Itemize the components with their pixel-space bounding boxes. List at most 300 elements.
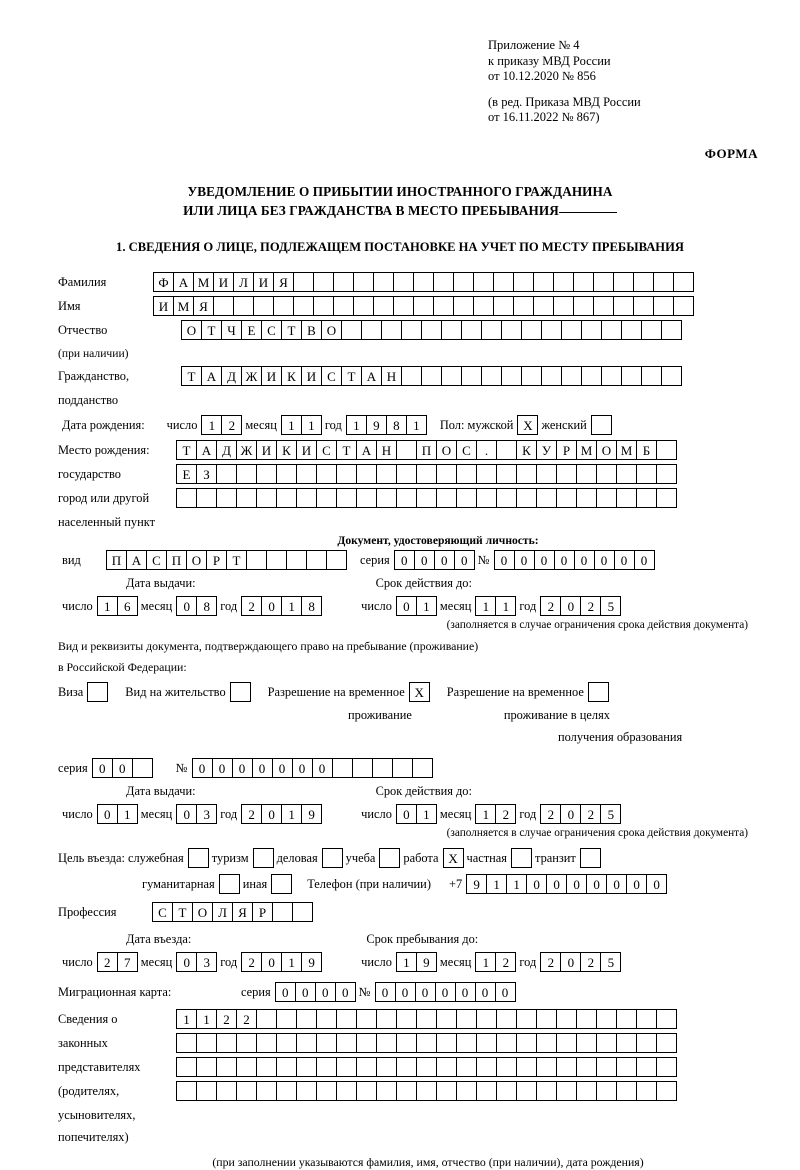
char-cell[interactable] [641,320,662,340]
char-cell[interactable] [356,1081,377,1101]
char-cell[interactable] [621,320,642,340]
char-cell[interactable] [416,488,437,508]
char-cell[interactable] [656,464,677,484]
char-cell[interactable] [256,1081,277,1101]
char-cell[interactable]: Х [409,682,430,702]
char-cell[interactable] [332,758,353,778]
char-cell[interactable] [556,1009,577,1029]
char-cell[interactable]: 0 [292,758,313,778]
char-cell[interactable]: 0 [112,758,133,778]
char-cell[interactable]: И [261,366,282,386]
char-cell[interactable] [253,296,274,316]
char-cell[interactable] [556,488,577,508]
char-cell[interactable]: Т [336,440,357,460]
char-cell[interactable]: 0 [295,982,316,1002]
char-cell[interactable] [236,1033,257,1053]
char-cell[interactable] [596,488,617,508]
profession-input[interactable] [152,902,312,922]
char-cell[interactable] [396,440,417,460]
char-cell[interactable]: 0 [97,804,118,824]
char-cell[interactable] [513,272,534,292]
char-cell[interactable]: А [361,366,382,386]
char-cell[interactable]: 1 [97,596,118,616]
char-cell[interactable] [536,1033,557,1053]
char-cell[interactable]: 0 [586,874,607,894]
char-cell[interactable]: 5 [600,952,621,972]
char-cell[interactable] [456,1009,477,1029]
char-cell[interactable]: Е [176,464,197,484]
char-cell[interactable]: Е [241,320,262,340]
char-cell[interactable] [593,296,614,316]
stay-number-input[interactable] [192,758,432,778]
char-cell[interactable]: 2 [241,952,262,972]
char-cell[interactable] [656,440,677,460]
char-cell[interactable]: М [173,296,194,316]
char-cell[interactable] [296,1081,317,1101]
char-cell[interactable]: И [213,272,234,292]
char-cell[interactable]: Т [226,550,247,570]
char-cell[interactable] [393,296,414,316]
char-cell[interactable] [296,464,317,484]
phone-input[interactable] [466,874,666,894]
char-cell[interactable]: К [276,440,297,460]
char-cell[interactable] [436,1033,457,1053]
char-cell[interactable] [596,1057,617,1077]
char-cell[interactable] [656,1057,677,1077]
char-cell[interactable] [516,1057,537,1077]
sex-male-checkbox[interactable] [517,415,537,435]
char-cell[interactable]: Р [206,550,227,570]
char-cell[interactable] [416,1009,437,1029]
char-cell[interactable] [376,1057,397,1077]
char-cell[interactable] [296,1057,317,1077]
char-cell[interactable] [316,1009,337,1029]
char-cell[interactable] [580,848,601,868]
char-cell[interactable] [456,464,477,484]
doc-number-input[interactable] [494,550,654,570]
char-cell[interactable]: 9 [416,952,437,972]
edu-residence-checkbox[interactable] [588,682,608,702]
char-cell[interactable] [401,366,422,386]
char-cell[interactable] [493,296,514,316]
birth-city-input[interactable] [176,464,676,484]
char-cell[interactable]: Т [201,320,222,340]
char-cell[interactable] [353,272,374,292]
char-cell[interactable] [336,1081,357,1101]
char-cell[interactable]: 1 [495,596,516,616]
char-cell[interactable] [176,1057,197,1077]
char-cell[interactable]: 0 [275,982,296,1002]
char-cell[interactable] [356,488,377,508]
birth-state-input[interactable] [176,440,676,460]
doc-issue-month-input[interactable] [176,596,216,616]
char-cell[interactable] [496,440,517,460]
char-cell[interactable] [296,1033,317,1053]
char-cell[interactable] [573,296,594,316]
char-cell[interactable]: 0 [514,550,535,570]
char-cell[interactable] [256,1009,277,1029]
purpose-study-checkbox[interactable] [379,848,399,868]
char-cell[interactable] [596,1081,617,1101]
char-cell[interactable] [476,1033,497,1053]
migration-series-input[interactable] [275,982,355,1002]
char-cell[interactable] [376,488,397,508]
char-cell[interactable]: 1 [196,1009,217,1029]
char-cell[interactable]: 0 [646,874,667,894]
char-cell[interactable]: 0 [546,874,567,894]
char-cell[interactable]: А [196,440,217,460]
char-cell[interactable] [533,296,554,316]
char-cell[interactable]: О [436,440,457,460]
char-cell[interactable] [521,366,542,386]
char-cell[interactable] [176,1033,197,1053]
char-cell[interactable] [516,464,537,484]
char-cell[interactable]: З [196,464,217,484]
char-cell[interactable]: 0 [560,804,581,824]
char-cell[interactable] [613,296,634,316]
char-cell[interactable] [633,296,654,316]
sex-female-checkbox[interactable] [591,415,611,435]
char-cell[interactable] [521,320,542,340]
char-cell[interactable] [276,1081,297,1101]
char-cell[interactable]: Д [221,366,242,386]
char-cell[interactable]: П [106,550,127,570]
char-cell[interactable] [306,550,327,570]
char-cell[interactable]: А [126,550,147,570]
char-cell[interactable]: 2 [236,1009,257,1029]
char-cell[interactable] [276,1009,297,1029]
birth-day-input[interactable] [201,415,241,435]
char-cell[interactable] [336,1033,357,1053]
char-cell[interactable]: 0 [414,550,435,570]
char-cell[interactable]: 1 [486,874,507,894]
char-cell[interactable] [256,464,277,484]
stay-until-day-input[interactable] [396,952,436,972]
char-cell[interactable]: О [596,440,617,460]
char-cell[interactable]: И [296,440,317,460]
char-cell[interactable] [536,1057,557,1077]
char-cell[interactable]: 2 [580,596,601,616]
char-cell[interactable]: А [356,440,377,460]
char-cell[interactable]: 1 [475,804,496,824]
purpose-other-checkbox[interactable] [271,874,291,894]
char-cell[interactable] [553,296,574,316]
char-cell[interactable]: 2 [540,804,561,824]
char-cell[interactable] [536,1009,557,1029]
char-cell[interactable]: 0 [394,550,415,570]
char-cell[interactable] [271,874,292,894]
char-cell[interactable] [216,1057,237,1077]
name-input[interactable] [153,296,693,316]
char-cell[interactable] [256,1057,277,1077]
char-cell[interactable] [536,464,557,484]
char-cell[interactable] [541,366,562,386]
char-cell[interactable] [393,272,414,292]
char-cell[interactable] [541,320,562,340]
char-cell[interactable]: 0 [606,874,627,894]
char-cell[interactable]: 9 [301,952,322,972]
char-cell[interactable] [456,1033,477,1053]
char-cell[interactable] [188,848,209,868]
char-cell[interactable] [556,1057,577,1077]
char-cell[interactable]: 7 [117,952,138,972]
char-cell[interactable] [496,464,517,484]
char-cell[interactable]: 0 [212,758,233,778]
char-cell[interactable] [272,902,293,922]
char-cell[interactable]: 0 [335,982,356,1002]
char-cell[interactable]: В [301,320,322,340]
char-cell[interactable]: Я [232,902,253,922]
char-cell[interactable] [516,1081,537,1101]
birth-month-input[interactable] [281,415,321,435]
char-cell[interactable]: 2 [580,804,601,824]
migration-number-input[interactable] [375,982,515,1002]
purpose-work-checkbox[interactable] [443,848,463,868]
char-cell[interactable]: 3 [196,804,217,824]
char-cell[interactable]: 2 [495,952,516,972]
char-cell[interactable] [576,1081,597,1101]
char-cell[interactable] [601,366,622,386]
char-cell[interactable]: 0 [494,550,515,570]
char-cell[interactable]: . [476,440,497,460]
char-cell[interactable] [641,366,662,386]
char-cell[interactable] [396,1009,417,1029]
char-cell[interactable] [461,320,482,340]
char-cell[interactable] [372,758,393,778]
char-cell[interactable]: 6 [117,596,138,616]
doc-valid-day-input[interactable] [396,596,436,616]
char-cell[interactable] [576,1033,597,1053]
char-cell[interactable]: А [173,272,194,292]
char-cell[interactable] [441,366,462,386]
char-cell[interactable]: 5 [600,804,621,824]
char-cell[interactable]: 3 [196,952,217,972]
char-cell[interactable] [396,1057,417,1077]
char-cell[interactable]: К [516,440,537,460]
char-cell[interactable] [276,488,297,508]
char-cell[interactable]: О [321,320,342,340]
char-cell[interactable]: О [192,902,213,922]
char-cell[interactable] [436,1057,457,1077]
char-cell[interactable]: 0 [495,982,516,1002]
char-cell[interactable] [253,848,274,868]
char-cell[interactable]: 0 [396,596,417,616]
char-cell[interactable]: Т [176,440,197,460]
char-cell[interactable]: П [166,550,187,570]
birth-city-input-2[interactable] [176,488,676,508]
char-cell[interactable]: 2 [221,415,242,435]
char-cell[interactable]: Р [556,440,577,460]
char-cell[interactable] [581,366,602,386]
char-cell[interactable]: К [281,366,302,386]
char-cell[interactable]: Д [216,440,237,460]
stay-valid-year-input[interactable] [540,804,620,824]
char-cell[interactable] [292,902,313,922]
char-cell[interactable] [313,272,334,292]
char-cell[interactable] [379,848,400,868]
char-cell[interactable] [501,320,522,340]
char-cell[interactable] [196,1081,217,1101]
purpose-tourism-checkbox[interactable] [253,848,273,868]
char-cell[interactable]: 8 [196,596,217,616]
char-cell[interactable] [613,272,634,292]
entry-day-input[interactable] [97,952,137,972]
char-cell[interactable] [216,488,237,508]
char-cell[interactable] [230,682,251,702]
char-cell[interactable] [246,550,267,570]
char-cell[interactable]: 2 [241,596,262,616]
char-cell[interactable]: 0 [434,550,455,570]
char-cell[interactable] [296,488,317,508]
char-cell[interactable]: 2 [580,952,601,972]
char-cell[interactable] [616,1009,637,1029]
char-cell[interactable] [501,366,522,386]
char-cell[interactable] [276,1033,297,1053]
char-cell[interactable]: 0 [176,952,197,972]
char-cell[interactable] [326,550,347,570]
stay-valid-month-input[interactable] [475,804,515,824]
char-cell[interactable]: 1 [506,874,527,894]
char-cell[interactable] [516,488,537,508]
char-cell[interactable]: 0 [534,550,555,570]
char-cell[interactable] [396,464,417,484]
char-cell[interactable]: 9 [466,874,487,894]
char-cell[interactable]: 1 [281,804,302,824]
char-cell[interactable] [616,1081,637,1101]
char-cell[interactable] [556,1033,577,1053]
char-cell[interactable]: 0 [232,758,253,778]
char-cell[interactable] [236,1057,257,1077]
char-cell[interactable] [361,320,382,340]
char-cell[interactable]: 0 [560,596,581,616]
char-cell[interactable] [376,1009,397,1029]
char-cell[interactable]: Н [381,366,402,386]
char-cell[interactable]: Т [341,366,362,386]
char-cell[interactable] [616,1033,637,1053]
char-cell[interactable]: 2 [540,952,561,972]
char-cell[interactable]: 0 [192,758,213,778]
char-cell[interactable]: И [253,272,274,292]
char-cell[interactable] [453,296,474,316]
char-cell[interactable] [576,488,597,508]
char-cell[interactable]: 2 [540,596,561,616]
char-cell[interactable]: М [193,272,214,292]
char-cell[interactable]: 0 [554,550,575,570]
doc-valid-year-input[interactable] [540,596,620,616]
char-cell[interactable] [316,1057,337,1077]
char-cell[interactable] [276,1057,297,1077]
char-cell[interactable] [236,1081,257,1101]
char-cell[interactable] [616,488,637,508]
char-cell[interactable] [396,1081,417,1101]
char-cell[interactable] [516,1009,537,1029]
char-cell[interactable]: 0 [634,550,655,570]
char-cell[interactable] [436,1081,457,1101]
char-cell[interactable] [236,464,257,484]
stay-until-month-input[interactable] [475,952,515,972]
char-cell[interactable]: 0 [261,952,282,972]
char-cell[interactable] [196,1033,217,1053]
char-cell[interactable] [456,1081,477,1101]
char-cell[interactable]: Ж [241,366,262,386]
char-cell[interactable] [416,1081,437,1101]
char-cell[interactable] [216,464,237,484]
char-cell[interactable] [236,488,257,508]
char-cell[interactable] [313,296,334,316]
char-cell[interactable]: А [201,366,222,386]
doc-series-input[interactable] [394,550,474,570]
char-cell[interactable]: Ж [236,440,257,460]
char-cell[interactable]: 0 [614,550,635,570]
char-cell[interactable] [576,1057,597,1077]
char-cell[interactable] [421,366,442,386]
purpose-business-checkbox[interactable] [322,848,342,868]
doc-issue-day-input[interactable] [97,596,137,616]
char-cell[interactable] [441,320,462,340]
char-cell[interactable]: Я [273,272,294,292]
char-cell[interactable] [293,272,314,292]
char-cell[interactable]: С [321,366,342,386]
char-cell[interactable] [511,848,532,868]
char-cell[interactable] [322,848,343,868]
char-cell[interactable]: Ф [153,272,174,292]
char-cell[interactable]: 0 [574,550,595,570]
char-cell[interactable] [376,464,397,484]
char-cell[interactable] [636,1081,657,1101]
char-cell[interactable] [336,1057,357,1077]
char-cell[interactable] [616,1057,637,1077]
char-cell[interactable] [356,1009,377,1029]
surname-input[interactable] [153,272,693,292]
char-cell[interactable] [256,488,277,508]
char-cell[interactable] [456,488,477,508]
char-cell[interactable]: 0 [312,758,333,778]
char-cell[interactable] [87,682,108,702]
char-cell[interactable]: 0 [261,804,282,824]
char-cell[interactable]: 2 [495,804,516,824]
char-cell[interactable] [233,296,254,316]
char-cell[interactable] [453,272,474,292]
char-cell[interactable] [653,296,674,316]
char-cell[interactable] [353,296,374,316]
char-cell[interactable] [276,464,297,484]
char-cell[interactable]: 1 [301,415,322,435]
char-cell[interactable] [576,464,597,484]
char-cell[interactable]: Л [212,902,233,922]
char-cell[interactable] [636,1033,657,1053]
char-cell[interactable] [416,464,437,484]
char-cell[interactable] [396,1033,417,1053]
char-cell[interactable]: 0 [92,758,113,778]
char-cell[interactable] [216,1033,237,1053]
char-cell[interactable]: С [146,550,167,570]
stay-issue-year-input[interactable] [241,804,321,824]
char-cell[interactable]: 0 [395,982,416,1002]
char-cell[interactable] [216,1081,237,1101]
char-cell[interactable] [316,488,337,508]
char-cell[interactable]: И [301,366,322,386]
char-cell[interactable] [656,1033,677,1053]
char-cell[interactable] [176,1081,197,1101]
char-cell[interactable] [196,1057,217,1077]
char-cell[interactable] [296,1009,317,1029]
doc-kind-input[interactable] [106,550,346,570]
char-cell[interactable] [673,272,694,292]
char-cell[interactable] [336,464,357,484]
char-cell[interactable]: 0 [435,982,456,1002]
char-cell[interactable]: Я [193,296,214,316]
char-cell[interactable] [336,1009,357,1029]
